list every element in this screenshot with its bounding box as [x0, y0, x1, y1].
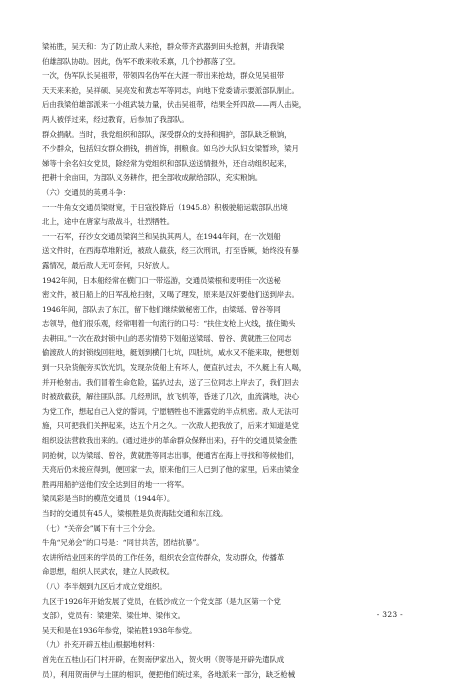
body-text — [42, 40, 405, 682]
text-line: 一次，伪军队长吴祖带，带领四名伪军在大涯一带出来抢劫，群众见吴祖带 — [42, 71, 285, 81]
text-line: 送文件时，在西海草堆附近，被敌人截获，经三次刑讯，打至昏厥，始终没有暴 — [42, 246, 299, 256]
text-line: 伯雄部队协助。因此，伪军不敢来收禾禀，几个抄都落了空。 — [42, 56, 241, 66]
text-line: 两人被俘过来，经过教育，后参加了我部队。 — [42, 114, 189, 124]
text-line: 去耕田。”一次在敌封锁中山的恶劣情势下划船送梁瑶、曾谷、黄就胜三位同志 — [42, 333, 292, 343]
text-line: 1942年间，日本船经常在横门口一带巡游，交通员梁根和麦明佳一次送秘 — [42, 275, 281, 285]
text-line: 娣等十余名妇女党员，除经常为党组织和部队送送情报外，还自动组织起来， — [42, 158, 292, 168]
text-line: 偷渡敌人的封锁线回驻地，艇划到横门七坑，四肚坑，咸水又不能来取，便想划 — [42, 348, 299, 358]
text-line: 九区于1926年开始发展了党员，在低沙成立一个党支部（是九区第一个党 — [42, 596, 281, 606]
text-line: 不少群众，包括妇女群众捐钱，捐首饰，捐粮食。如乌沙大队妇女梁暂珍，梁月 — [42, 144, 299, 154]
text-line: 组织设法营救我出来的。(通过进步的革命群众保释出来)，孖牛的交通员梁金胜 — [42, 436, 298, 446]
text-line: 天天来来抢，吴祥硕、吴亮发和黄志军等同志，向地下党委请示要派部队制止。 — [42, 85, 299, 95]
text-line: 天亮后仍未接应得到，便回家一去，原来他们三人已到了他的家里，后来由梁金 — [42, 465, 299, 475]
text-line: 员），利用贺南伊与土匪的相识，便把他们统过来，各地派来一部分，缺乏枪械 — [42, 669, 296, 679]
text-line: 后由我梁伯雄部派来一小组武装力量，伏击吴祖带，结果全歼四敌——两人击毙， — [42, 100, 307, 110]
text-line: 时被敌截获，解往匪队部。几经刑讯，放飞机等，昏迷了几次，血流满地，决心 — [42, 392, 299, 402]
text-line: 梁祐胜，吴天和：为了防止敌人来抢，群众带齐武器到田头抢割，并请我梁 — [42, 42, 285, 51]
text-line: 牛角“兄弟会”的口号是：“同甘共苦，团结抗暴”。 — [42, 538, 204, 548]
text-line: （七）“关帝会”属下有十三个分会。 — [42, 523, 160, 533]
text-line: 1946年间，部队去了东江，留下他们继续做秘密工作，由梁瑶、曾谷等同 — [42, 304, 281, 314]
text-line: （八）李半烟到九区后才成立党组织。 — [42, 581, 167, 591]
text-line: 一一牛角女交通员梁财宽，于日寇投降后（1945.8）积极驶船运载部队出境 — [42, 202, 288, 212]
page-number: - 323 - — [376, 610, 403, 619]
text-line: 为党工作，想起自己入党的誓词，宁愿牺牲也不泄露党的半点机密。敌人无法可 — [42, 406, 299, 416]
text-line: 首先在五桂山石门村开辟，在贺南伊家出入，贺火明（贺等是开辟先遣队成 — [42, 654, 285, 664]
text-line: 农讲所结业回来的学员的工作任务，组织农会宣传群众，发动群众，传播革 — [42, 552, 285, 562]
text-line: 把耕十余亩田，为部队义务耕作，把全部收成献给部队，充实粮饷。 — [42, 173, 263, 183]
text-line: 露情况，最后敌人无可奈何，只好放人。 — [42, 260, 175, 270]
text-line: 到一只杂货舰旁买饮光饥，发现杂货船上有坏人，便直扒过去，不久艇上有人喝， — [42, 363, 307, 373]
text-line: 胜再用船护送他们安全达到目的地一一将军。 — [42, 479, 189, 489]
text-line: 梁凤彩是当时的模范交通员（1944年）。 — [42, 494, 175, 504]
text-line: 志领导，他们很乐观，经常唱着一句流行的口号：“扶住支枪上火线，揸住锄头 — [42, 319, 296, 329]
text-line: 吴天和是在1936年参党，梁祐胜1938年参党。 — [42, 625, 197, 635]
text-line: （九）扑充开辟五桂山根据地材料： — [42, 640, 160, 650]
text-line: 并开枪射击。我们冒着生命危险，猛扒过去，送了三位同志上岸去了，我们回去 — [42, 377, 299, 387]
text-line: 一一石军，孖沙女交通员梁润兰和吴执其两人，在1944年间，在一次划船 — [42, 231, 281, 241]
text-line: 当时的交通员有45人，梁根胜是负责海陆交通和东江线。 — [42, 509, 228, 518]
text-line: 密文件，被日船上的日军乱枪扫射，又喝了理发，原来是汉奸要他们送到岸去。 — [42, 290, 299, 300]
text-line: 命思想，组织人民武农，建立人民政权。 — [42, 567, 175, 577]
text-line: （六）交通员的英勇斗争： — [42, 187, 131, 197]
text-line: 北上，途中在唐家与敌战斗，壮烈牺牲。 — [42, 217, 175, 227]
text-line: 支部），党员有：梁建荣、梁仕坤、梁伟文。 — [42, 611, 186, 621]
text-line: 同抢树，以为梁瑶、曾谷，黄就胜等同志出事，便通宵在海上寻找和等候他们， — [42, 450, 299, 460]
text-line: 群众捐献。当时，我党组织和部队，深受群众的支持和拥护，部队缺乏粮饷， — [42, 129, 292, 139]
text-line: 施，只可把我们关押起来，达五个月之久。一次敌人把我放了，后来才知道是党 — [42, 421, 299, 431]
